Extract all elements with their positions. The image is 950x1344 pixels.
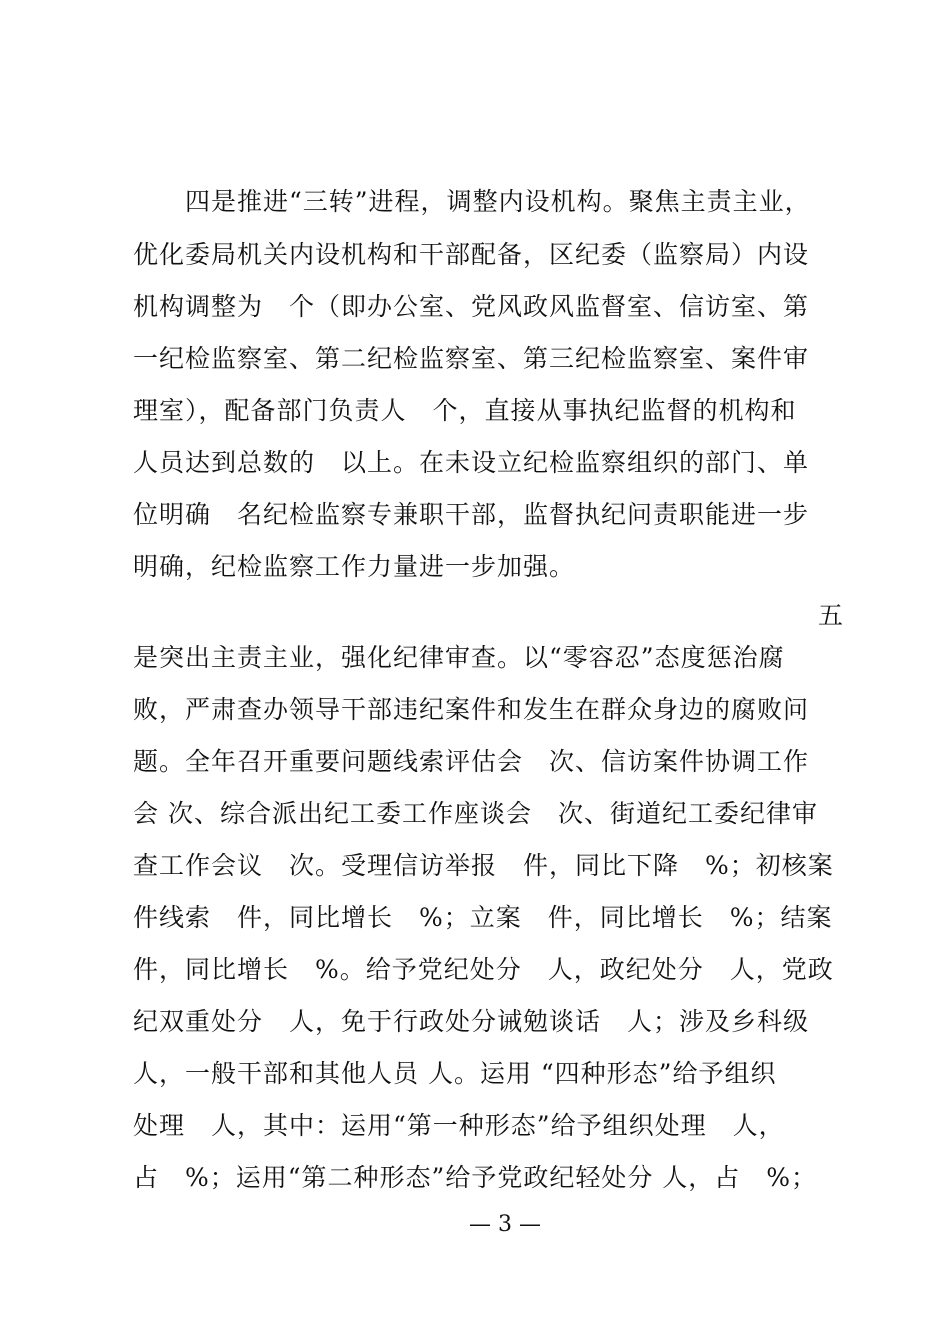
paragraph-5-line-11: 占 %；运用“第二种形态”给予党政纪轻处分 人，占 %； <box>133 1163 818 1192</box>
paragraph-5-line-3: 题。全年召开重要问题线索评估会 次、信访案件协调工作 <box>133 747 810 776</box>
paragraph-4-line-6: 人员达到总数的 以上。在未设立纪检监察组织的部门、单 <box>133 448 810 477</box>
paragraph-5-start: 五 <box>818 601 845 630</box>
paragraph-4-line-3: 机构调整为 个（即办公室、党风政风监督室、信访室、第 <box>133 292 810 321</box>
paragraph-4-line-7: 位明确 名纪检监察专兼职干部，监督执纪问责职能进一步 <box>133 500 810 529</box>
paragraph-5-line-7: 件，同比增长 %。给予党纪处分 人，政纪处分 人，党政 <box>133 955 834 984</box>
paragraph-5-line-6: 件线索 件，同比增长 %；立案 件，同比增长 %；结案 <box>133 903 833 932</box>
paragraph-4-line-4: 一纪检监察室、第二纪检监察室、第三纪检监察室、案件审 <box>133 344 810 373</box>
paragraph-5-line-10: 处理 人，其中：运用“第一种形态”给予组织处理 人， <box>133 1111 785 1140</box>
page-number: — 3 — <box>469 1212 541 1237</box>
paragraph-5-line-9: 人，一般干部和其他人员 人。运用 “四种形态”给予组织 <box>133 1059 777 1088</box>
paragraph-5-line-4: 会 次、综合派出纪工委工作座谈会 次、街道纪工委纪律审 <box>133 799 818 828</box>
paragraph-5-line-5: 查工作会议 次。受理信访举报 件，同比下降 %；初核案 <box>133 851 834 880</box>
paragraph-4-line-1: 四是推进“三转”进程，调整内设机构。聚焦主责主业， <box>133 187 811 216</box>
paragraph-5-line-2: 败，严肃查办领导干部违纪案件和发生在群众身边的腐败问 <box>133 695 810 724</box>
paragraph-5-line-8: 纪双重处分 人，免于行政处分诫勉谈话 人；涉及乡科级 <box>133 1007 810 1036</box>
paragraph-4-line-2: 优化委局机关内设机构和干部配备，区纪委（监察局）内设 <box>133 240 810 269</box>
paragraph-4-line-8: 明确，纪检监察工作力量进一步加强。 <box>133 552 576 581</box>
paragraph-4-line-5: 理室），配备部门负责人 个，直接从事执纪监督的机构和 <box>133 396 797 425</box>
paragraph-5-line-1: 是突出主责主业，强化纪律审查。以“零容忍”态度惩治腐 <box>133 643 785 672</box>
